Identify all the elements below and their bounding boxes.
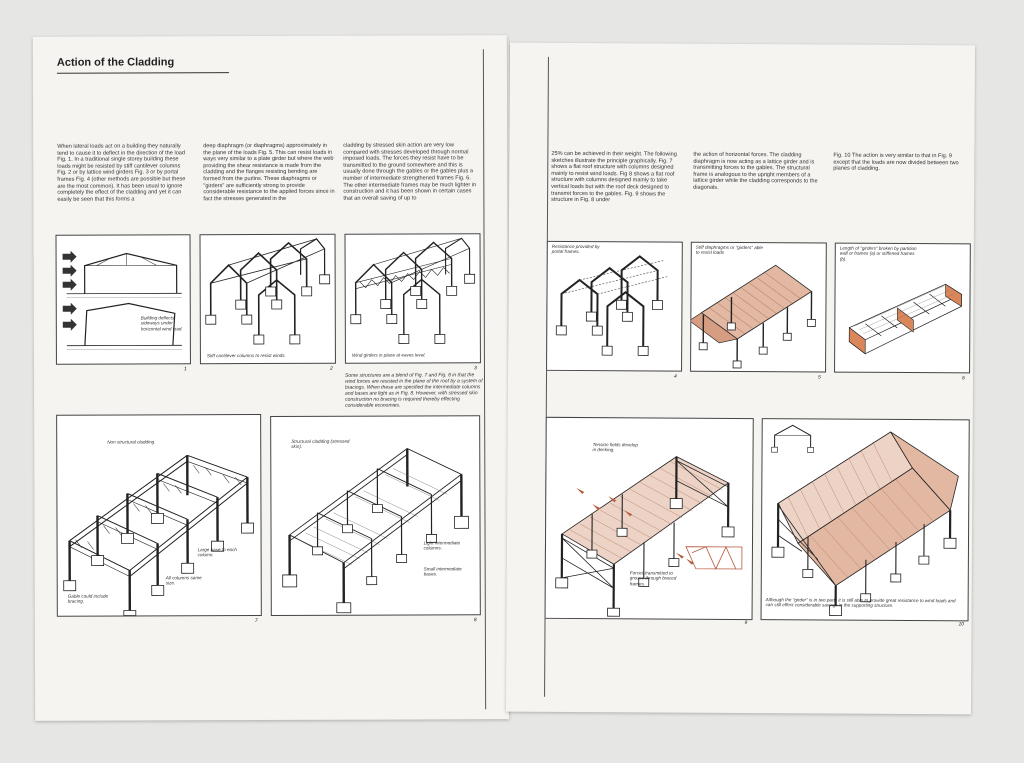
figure-6-label: Length of "girders" broken by partition wall or frames (a) or stiffened frames (b).: [839, 245, 917, 262]
figure-1-label: Building deflects sideways under horizontal wind load.: [140, 315, 183, 332]
figure-7: [56, 414, 262, 617]
figure-1-drawing: [57, 235, 190, 363]
text-column-1: 25% can be achieved in their weight. The following sketches illustrate the principle graphically. Fig. 7 shows a flat roof structure with columns designed mainly to resist wind loads. Fig 8 shows a flat roof structure with columns designed mainly to take vertical loads but with the roof deck designed to transmit forces to the gables. Fig. 9 shows the structure in Fig. 8 under: [551, 150, 677, 204]
figure-9-label-forces: Forces transmitted to ground through braced frames.: [629, 570, 677, 587]
figure-8-number: 8: [473, 617, 477, 624]
figure-3: [344, 233, 480, 363]
figure-10-label: Although the "girder" is in two parts it is still able to provide great resistance to wind loads and can still effect considerable savings in the supporting structure.: [765, 597, 956, 609]
figure-7-number: 7: [254, 618, 258, 625]
figure-10-number: 10: [958, 621, 965, 628]
figure-7-label-gable: Gable could include bracing.: [67, 593, 109, 605]
figure-4-label: Resistance provided by portal frames.: [551, 243, 600, 255]
figure-3-label: Wind girders in plane at eaves level.: [351, 352, 426, 358]
figure-5: [690, 242, 827, 373]
figure-6-number: 6: [961, 375, 965, 382]
figure-2: [199, 234, 335, 364]
figure-6: [834, 243, 971, 374]
left-page: [33, 35, 509, 721]
figure-7-label-base: Large base to each column.: [197, 547, 237, 558]
page-title: Action of the Cladding: [56, 56, 175, 69]
figure-8-label-columns: Light intermediate columns.: [423, 540, 461, 551]
right-margin-rule: [483, 49, 486, 709]
figure-5-number: 5: [817, 374, 821, 381]
figure-10-drawing: [762, 419, 969, 620]
figure-6-drawing: [835, 244, 970, 373]
figure-3-number: 3: [473, 365, 477, 372]
figure-3-note: Some structures are a blend of Fig. 7 and Fig. 8 in that the wind forces are resisted in the plane of the roof by a system of bracings. When these are specified the intermediate columns and bases are light as in Fig. 8. However, with stressed skin construction no bracing is required thereby effecting considerable economies.: [344, 372, 483, 409]
figure-9: [545, 417, 754, 620]
figure-8-label-cladding: Structural cladding (stressed skin).: [291, 438, 350, 450]
figure-2-drawing: [201, 235, 335, 363]
figure-8-label-bases: Small intermediate bases.: [423, 566, 462, 577]
figure-4-number: 4: [673, 373, 677, 380]
figure-10: [761, 418, 970, 621]
figure-2-label: Stiff cantilever columns to resist winds.: [206, 352, 286, 359]
figure-7-label-columns: All columns same size.: [165, 575, 202, 586]
figure-3-drawing: [346, 234, 480, 362]
text-column-3: Fig. 10 The action is very similar to that in Fig. 9 except that the loads are now divided between two planes of cladding.: [833, 152, 959, 173]
title-underline: [57, 72, 229, 74]
figure-1: [55, 234, 190, 364]
text-column-3: cladding by stressed skin action are very low compared with stresses developed through normal imposed loads. The forces they resist have to be transmitted to the ground somewhere and this is usually done through the gables or the gables plus a number of intermediate strengthened frames Fig. 6. The other intermediate frames may be much lighter in construction and it has been shown in certain cases that an overall saving of up to: [343, 142, 477, 202]
figure-5-label: Stiff diaphragms or "girders" able to resist loads: [695, 244, 763, 256]
text-column-1: When lateral loads act on a building they naturally tend to cause it to deflect in the direction of the load Fig. 1. In a traditional single storey building these loads might be resisted by stiff cantilever columns Fig. 2 or by lattice wind girders Fig. 3 or by portal frames Fig. 4 (other methods are possible but these are the most common). It has been usual to ignore completely the effect of the cladding and yet it can easily be seen that this forms a: [57, 143, 186, 203]
figure-9-label-tension: Tension fields develop in decking.: [592, 442, 638, 453]
figure-4-drawing: [547, 242, 682, 371]
figure-9-number: 9: [744, 620, 748, 627]
figure-8: [270, 415, 481, 616]
figure-9-drawing: [546, 418, 753, 619]
text-column-2: the action of horizontal forces. The cladding diaphragm is now acting as a lattice girder and is transmitting forces to the gables. The structural frame is analogous to the upright members of a lattice girder while the cladding corresponds to the diagonals.: [693, 151, 818, 191]
figure-4: [546, 241, 683, 372]
figure-2-number: 2: [329, 365, 333, 372]
text-column-2: deep diaphragm (or diaphragms) approximately in the plane of the loads Fig. 5. This can resist loads in ways very similar to a plate girder but where the web providing the shear resistance is made from the cladding and the flanges resisting bending are formed from the purlins. These diaphragms or "girders" are sufficiently strong to provide considerable resistance to the applied forces since in fact the stresses generated in the: [203, 142, 335, 202]
right-page: [506, 43, 975, 715]
figure-1-number: 1: [183, 366, 187, 373]
figure-7-drawing: [57, 415, 261, 616]
figure-7-label-cladding: Non structural cladding.: [107, 439, 156, 445]
figure-5-drawing: [691, 243, 826, 372]
